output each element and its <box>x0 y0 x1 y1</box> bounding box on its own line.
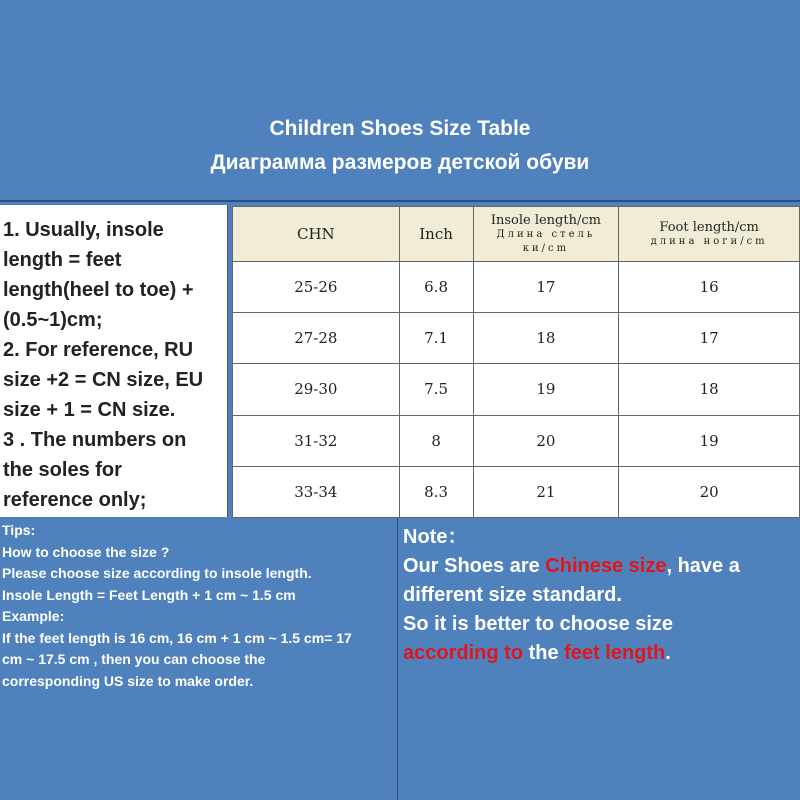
tips-line: Please choose size according to insole length. <box>2 565 312 581</box>
note-text: , have a <box>666 555 740 577</box>
note-highlight: according to <box>403 642 524 664</box>
note-line-2: different size standard. <box>403 584 622 606</box>
cell-insole: 17 <box>473 262 619 313</box>
note-line: 1. Usually, insole <box>3 219 164 241</box>
cell-chn: 29-30 <box>233 364 400 415</box>
note-text: the <box>523 642 565 664</box>
note-panel <box>400 520 800 668</box>
note-line: 2. For reference, RU <box>3 339 194 361</box>
header-insole-en: Insole length/cm <box>490 212 601 228</box>
note-line-3: So it is better to choose size <box>403 613 674 635</box>
header <box>0 0 800 200</box>
table-row <box>233 313 800 364</box>
note-line: size +2 = CN size, EU <box>3 369 204 391</box>
note-line-4 <box>403 639 800 668</box>
note-line: length = feet <box>3 249 122 271</box>
note-line: length(heel to toe) + <box>3 279 194 301</box>
cell-chn: 33-34 <box>233 466 400 517</box>
cell-inch: 7.5 <box>399 364 473 415</box>
tips-line: cm ~ 17.5 cm , then you can choose the <box>2 651 266 667</box>
tips-panel <box>0 518 398 800</box>
tips-line: Tips: <box>2 522 36 538</box>
header-insole-ru-1: Длина стель <box>496 228 596 240</box>
tips-line: corresponding US size to make order. <box>2 672 254 689</box>
cell-inch: 8 <box>399 415 473 466</box>
tips-line: How to choose the size ? <box>2 543 170 560</box>
cell-insole: 19 <box>473 364 619 415</box>
table-row <box>233 262 800 313</box>
cell-foot: 19 <box>619 415 800 466</box>
table-row <box>233 415 800 466</box>
note-line: the soles for <box>3 459 122 481</box>
cell-inch: 7.1 <box>399 313 473 364</box>
divider <box>0 200 800 202</box>
note-highlight: feet length <box>564 642 666 664</box>
note-line: (0.5~1)cm; <box>3 309 103 331</box>
cell-chn: 27-28 <box>233 313 400 364</box>
note-text: Our Shoes are <box>403 555 546 577</box>
table-row <box>233 466 800 517</box>
table-header-row <box>233 207 800 262</box>
cell-inch: 8.3 <box>399 466 473 517</box>
cell-foot: 20 <box>619 466 800 517</box>
note-line: size + 1 = CN size. <box>3 399 176 421</box>
note-line: 3 . The numbers on <box>3 429 187 451</box>
title-english: Children Shoes Size Table <box>269 117 531 140</box>
tips-line: If the feet length is 16 cm, 16 cm + 1 cm ~ 1.5 cm= 17 <box>2 629 352 646</box>
cell-chn: 31-32 <box>233 415 400 466</box>
cell-insole: 20 <box>473 415 619 466</box>
note-title: Note： <box>403 526 468 548</box>
cell-chn: 25-26 <box>233 262 400 313</box>
table-row <box>233 364 800 415</box>
note-line: reference only; <box>3 489 147 511</box>
tips-line: Insole Length = Feet Length + 1 cm ~ 1.5 cm <box>2 586 296 603</box>
header-foot <box>619 207 800 262</box>
header-foot-ru: длина ноги/cm <box>650 235 768 247</box>
header-insole-ru-2: ки/cm <box>522 242 570 254</box>
note-line-1 <box>403 552 800 581</box>
header-chn: CHN <box>233 207 400 262</box>
note-text: . <box>665 642 671 664</box>
note-highlight: Chinese size <box>545 555 667 577</box>
cell-inch: 6.8 <box>399 262 473 313</box>
tips-line: Example: <box>2 608 65 624</box>
header-inch: Inch <box>399 207 473 262</box>
cell-foot: 17 <box>619 313 800 364</box>
cell-insole: 21 <box>473 466 619 517</box>
size-notes-panel <box>0 205 228 517</box>
cell-insole: 18 <box>473 313 619 364</box>
cell-foot: 16 <box>619 262 800 313</box>
cell-foot: 18 <box>619 364 800 415</box>
header-insole <box>473 207 619 262</box>
size-table <box>232 206 800 518</box>
title-russian: Диаграмма размеров детской обуви <box>210 151 590 174</box>
header-foot-en: Foot length/cm <box>659 219 759 235</box>
